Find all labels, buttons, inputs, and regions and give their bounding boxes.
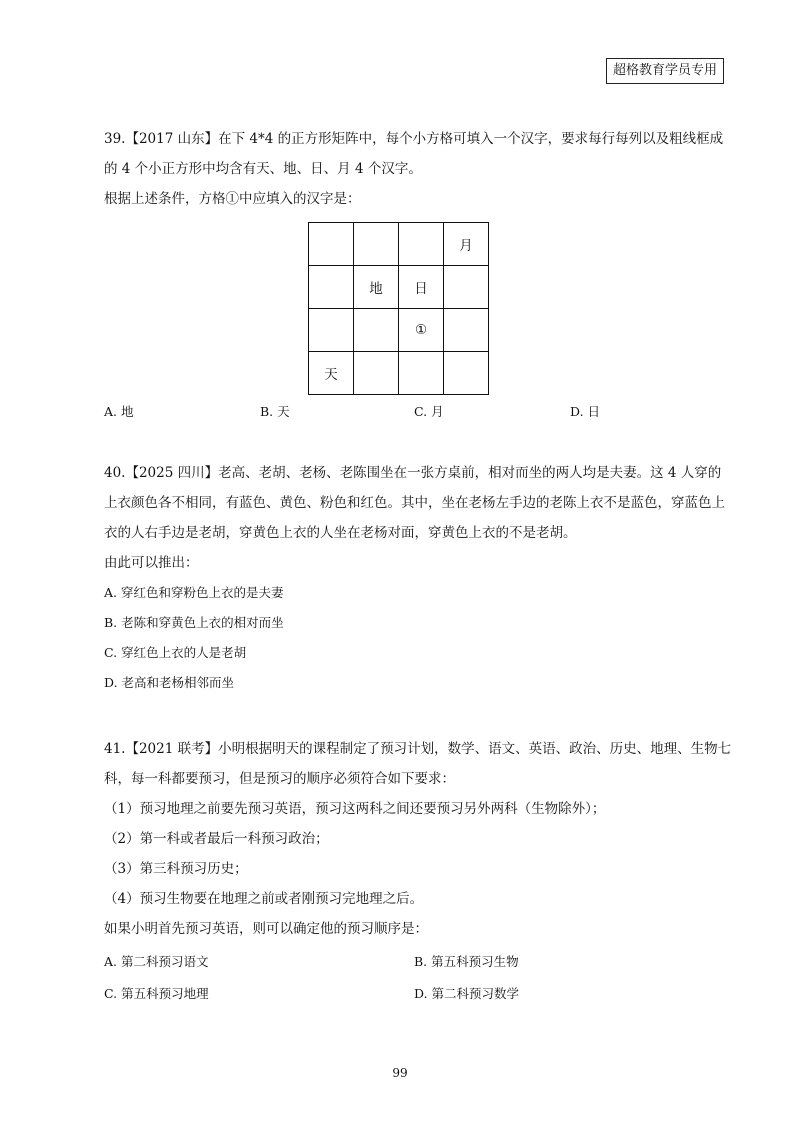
question-39-options [104,402,734,426]
option-b: B. 第五科预习生物 [414,954,519,969]
grid-cell [399,352,444,395]
option-a: A. 地 [104,404,134,419]
question-39-prompt: 根据上述条件，方格①中应填入的汉字是： [104,191,361,207]
grid-cell: 天 [309,352,354,395]
grid-row [309,266,489,309]
option-d: D. 第二科预习数学 [414,986,520,1001]
option-d: D. 日 [570,404,601,419]
grid-cell [354,352,399,395]
option-c: C. 月 [414,404,444,419]
question-39 [104,124,734,214]
question-40-options [104,578,734,698]
condition-item: （4）预习生物要在地理之前或者刚预习完地理之后。 [104,891,424,907]
option-a: A. 穿红色和穿粉色上衣的是夫妻 [104,585,284,600]
option-b: B. 老陈和穿黄色上衣的相对而坐 [104,615,284,630]
question-41-stem: 41.【2021 联考】小明根据明天的课程制定了预习计划，数学、语文、英语、政治、历史、地理、生物七科，每一科都要预习，但是预习的顺序必须符合如下要求： [104,741,732,787]
option-d: D. 老高和老杨相邻而坐 [104,675,235,690]
question-41-options [104,952,734,1012]
grid-cell: 地 [354,266,399,309]
grid-cell: 月 [444,223,489,266]
grid-cell: 日 [399,266,444,309]
grid-cell [399,223,444,266]
question-41 [104,734,734,944]
character-grid [308,222,489,395]
grid-cell [309,223,354,266]
question-40-prompt: 由此可以推出： [104,555,199,571]
option-c: C. 穿红色上衣的人是老胡 [104,645,247,660]
grid-cell-target: ① [399,309,444,352]
grid-row [309,352,489,395]
question-39-stem: 39.【2017 山东】在下 4*4 的正方形矩阵中，每个小方格可填入一个汉字，要求每行每列以及粗线框成的 4 个小正方形中均含有天、地、日、月 4 个汉字。 [104,131,724,177]
grid-cell [354,223,399,266]
question-40 [104,458,734,698]
header-stamp: 超格教育学员专用 [606,58,724,84]
option-c: C. 第五科预习地理 [104,986,209,1001]
page-number: 99 [392,1066,408,1080]
grid-row [309,223,489,266]
grid-cell [444,352,489,395]
question-40-stem: 40.【2025 四川】老高、老胡、老杨、老陈围坐在一张方桌前，相对而坐的两人均是夫妻。这 4 人穿的上衣颜色各不相同，有蓝色、黄色、粉色和红色。其中，坐在老杨左手边的老陈上衣不是蓝色，穿蓝色上衣的人右手边是老胡，穿黄色上衣的人坐在老杨对面，穿黄色上衣的不是老胡。 [104,465,725,541]
grid-cell [354,309,399,352]
question-41-prompt: 如果小明首先预习英语，则可以确定他的预习顺序是： [104,921,428,937]
condition-item: （2）第一科或者最后一科预习政治； [104,831,329,847]
grid-row [309,309,489,352]
condition-item: （3）第三科预习历史； [104,861,248,877]
grid-cell [444,309,489,352]
grid-cell [309,309,354,352]
grid-cell [309,266,354,309]
option-a: A. 第二科预习语文 [104,954,209,969]
condition-item: （1）预习地理之前要先预习英语，预习这两科之间还要预习另外两科（生物除外）； [104,801,606,817]
grid-cell [444,266,489,309]
option-b: B. 天 [260,404,290,419]
